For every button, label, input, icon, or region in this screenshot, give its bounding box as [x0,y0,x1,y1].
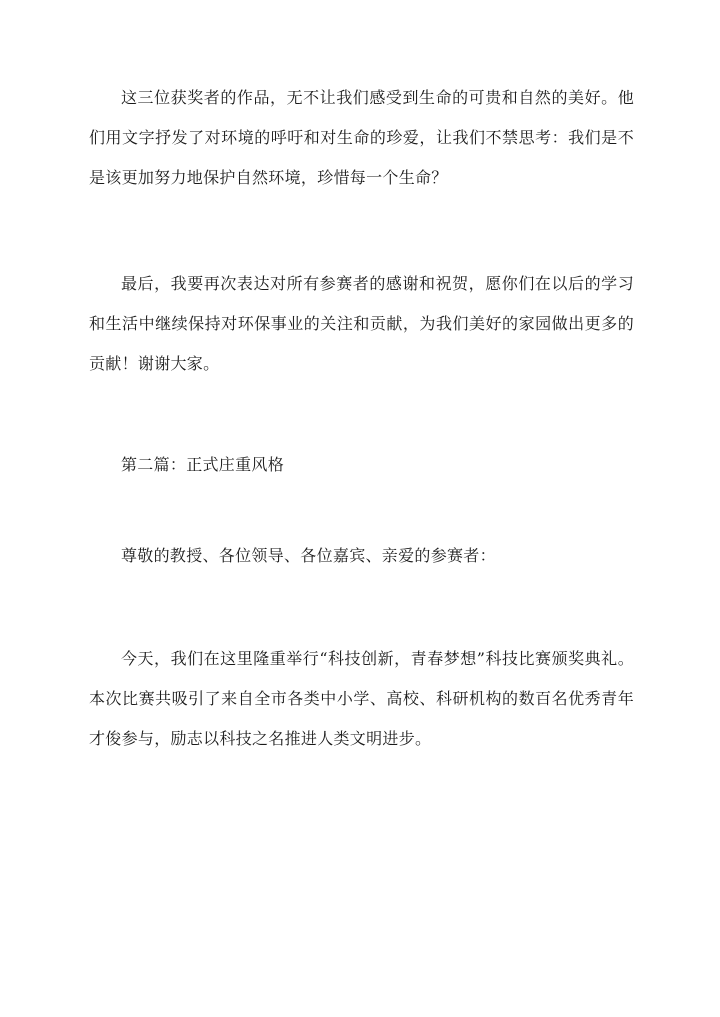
paragraph-ceremony-intro: 今天，我们在这里隆重举行“科技创新，青春梦想”科技比赛颁奖典礼。本次比赛共吸引了来自全市各类中小学、高校、科研机构的数百名优秀青年才俊参与，励志以科技之名推进人类文明进步。 [89,649,634,748]
paragraph-closing-thanks: 最后，我要再次表达对所有参赛者的感谢和祝贺，愿你们在以后的学习和生活中继续保持对环保事业的关注和贡献，为我们美好的家园做出更多的贡献！谢谢大家。 [89,274,634,373]
salutation: 尊敬的教授、各位领导、各位嘉宾、亲爱的参赛者： [121,546,496,565]
paragraph-winners-works: 这三位获奖者的作品，无不让我们感受到生命的可贵和自然的美好。他们用文字抒发了对环境的呼吁和对生命的珍爱，让我们不禁思考：我们是不是该更加努力地保护自然环境，珍惜每一个生命？ [89,88,634,187]
section-heading: 第二篇：正式庄重风格 [121,455,285,474]
